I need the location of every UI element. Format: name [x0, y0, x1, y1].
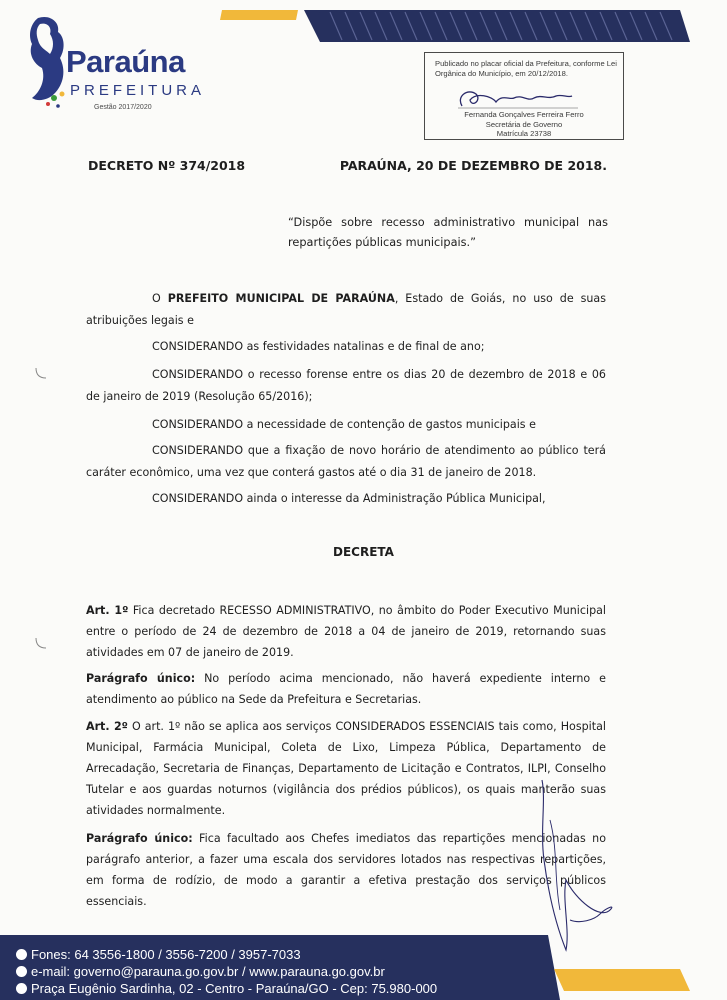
- footer-email: e-mail: governo@parauna.go.gov.br / www.parauna.go.gov.br: [16, 964, 385, 979]
- considerando-5: CONSIDERANDO ainda o interesse da Administração Pública Municipal,: [152, 492, 546, 505]
- header-band: [0, 0, 727, 48]
- article-1-paragraph: Parágrafo único: No período acima mencionado, não haverá expediente interno e atendimento ao público na Sede da Prefeitura e Secretarias.: [86, 672, 606, 706]
- stamp-signer-reg: Matrícula 23738: [496, 129, 552, 138]
- stamp-signer-name: Fernanda Gonçalves Ferreira Ferro: [464, 110, 584, 119]
- footer-address: Praça Eugênio Sardinha, 02 - Centro - Paraúna/GO - Cep: 75.980-000: [16, 981, 437, 996]
- mail-icon: [16, 966, 27, 977]
- considerando-1: CONSIDERANDO as festividades natalinas e de final de ano;: [152, 340, 485, 353]
- decree-place-date: PARAÚNA, 20 DE DEZEMBRO DE 2018.: [339, 158, 607, 173]
- stamp-signer-role: Secretária de Governo: [485, 119, 563, 129]
- considerando-2: CONSIDERANDO o recesso forense entre os dias 20 de dezembro de 2018 e 06 de janeiro de 2019 (Resolução 65/2016);: [86, 368, 606, 403]
- article-2: Art. 2º O art. 1º não se aplica aos serviços CONSIDERADOS ESSENCIAIS tais como, Hospital Municipal, Farmácia Municipal, Coleta de Lixo, Limpeza Pública, Departamento de Arrecadação, Secretaria de Finanças, Departamento de Licitação e Contratos, ILPI, Conselho Tutelar e aos guardas noturnos (vigilância dos prédios públicos), os quais manterão suas atividades normalmente.: [86, 720, 606, 817]
- preamble: O PREFEITO MUNICIPAL DE PARAÚNA, Estado de Goiás, no uso de suas atribuições legais e: [86, 292, 607, 327]
- decree-number: DECRETO Nº 374/2018: [88, 158, 246, 173]
- handwritten-signature: [510, 760, 640, 960]
- stamp-text: Publicado no placar oficial da Prefeitura, conforme Lei Orgânica do Município, em 20/12/2018.: [435, 59, 617, 78]
- logo-name: Paraúna: [66, 44, 185, 79]
- article-1: Art. 1º Fica decretado RECESSO ADMINISTRATIVO, no âmbito do Poder Executivo Municipal entre o período de 24 de dezembro de 2018 a 04 de janeiro de 2019, retornando suas atividades em 07 de janeiro de 2019.: [86, 604, 606, 659]
- footer-phones: Fones: 64 3556-1800 / 3556-7200 / 3957-7033: [16, 947, 301, 962]
- punch-mark: [34, 636, 48, 650]
- considerando-4: CONSIDERANDO que a fixação de novo horário de atendimento ao público terá caráter econômico, uma vez que conterá gastos até o dia 31 de janeiro de 2018.: [86, 444, 606, 479]
- logo-subtitle: PREFEITURA: [70, 82, 206, 99]
- stamp-signature: [452, 86, 582, 112]
- logo-gestao: Gestão 2017/2020: [94, 104, 152, 111]
- location-pin-icon: [16, 983, 27, 994]
- punch-mark: [34, 366, 48, 380]
- considerando-3: CONSIDERANDO a necessidade de contenção de gastos municipais e: [152, 418, 536, 431]
- article-2-paragraph: Parágrafo único: Fica facultado aos Chefes imediatos das repartições mencionadas no parágrafo anterior, a fazer uma escala dos servidores lotados nas respectivas repartições, em forma de rodízio, de modo a garantir a efetiva prestação dos serviços públicos essenciais.: [86, 832, 606, 908]
- decree-summary: “Dispõe sobre recesso administrativo municipal nas repartições públicas municipais.”: [288, 216, 608, 249]
- decreta-heading: DECRETA: [333, 545, 394, 559]
- phone-icon: [16, 949, 27, 960]
- stamp-signer: [424, 110, 624, 139]
- prefeito-title: PREFEITO MUNICIPAL DE PARAÚNA: [167, 292, 395, 305]
